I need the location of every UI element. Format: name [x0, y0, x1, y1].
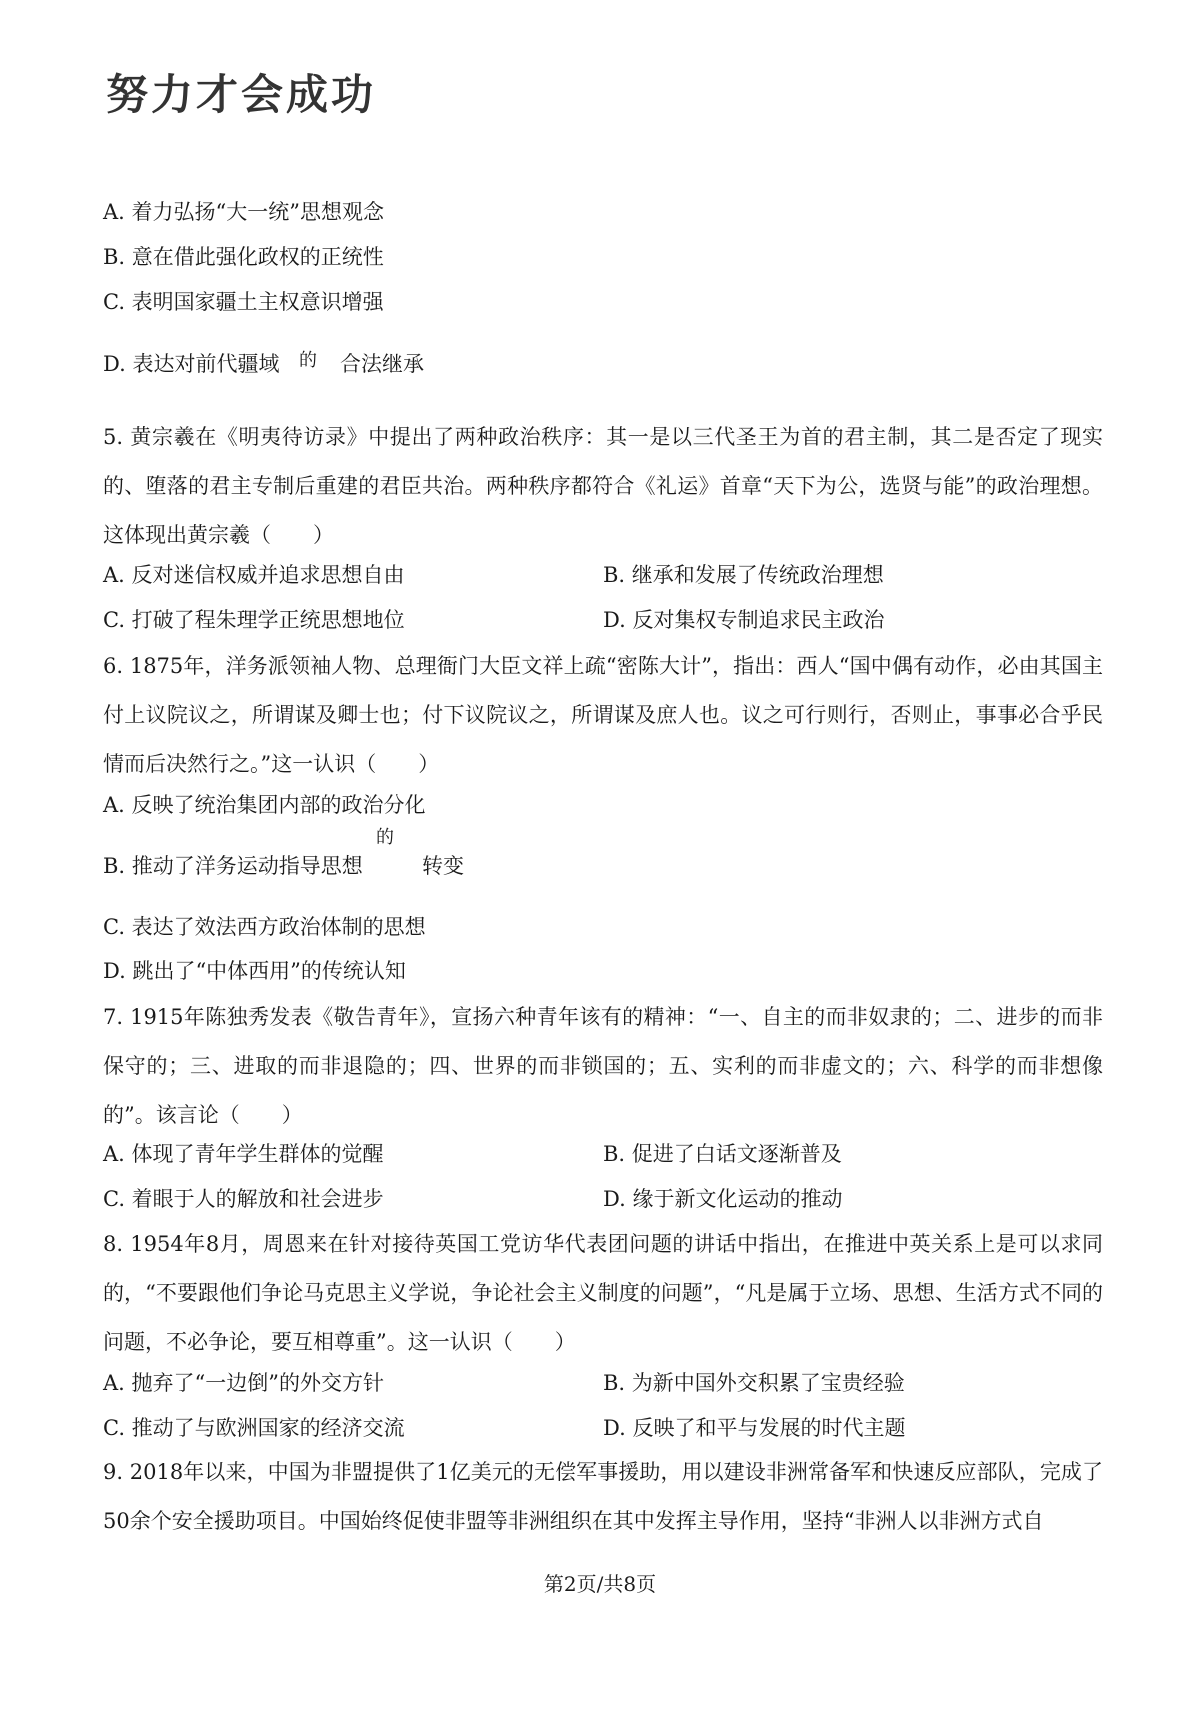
q4-option-d-prefix: D. 表达对前代疆域 [103, 352, 280, 376]
q8-option-d: D. 反映了和平与发展的时代主题 [603, 1416, 906, 1440]
q6-option-a: A. 反映了统治集团内部的政治分化 [103, 793, 426, 817]
q6-option-c: C. 表达了效法西方政治体制的思想 [103, 915, 426, 939]
q5-option-c: C. 打破了程朱理学正统思想地位 [103, 608, 405, 632]
q5-option-b: B. 继承和发展了传统政治理想 [603, 563, 884, 587]
q4-option-a: A. 着力弘扬“大一统”思想观念 [103, 200, 384, 224]
q8-option-b: B. 为新中国外交积累了宝贵经验 [603, 1371, 905, 1395]
q6-option-b-suffix: 转变 [422, 854, 464, 878]
q4-option-b: B. 意在借此强化政权的正统性 [103, 245, 384, 269]
q7-option-a: A. 体现了青年学生群体的觉醒 [103, 1142, 384, 1166]
q8-option-a: A. 抛弃了“一边倒”的外交方针 [103, 1371, 384, 1395]
q6-option-b-mark: 的 [376, 827, 394, 848]
q4-option-c: C. 表明国家疆土主权意识增强 [103, 290, 384, 314]
q7-option-b: B. 促进了白话文逐渐普及 [603, 1142, 842, 1166]
q7-option-c: C. 着眼于人的解放和社会进步 [103, 1187, 384, 1211]
q5-stem: 5. 黄宗羲在《明夷待访录》中提出了两种政治秩序：其一是以三代圣王为首的君主制，其二是否定了现实的、堕落的君主专制后重建的君臣共治。两种秩序都符合《礼运》首章“天下为公，选贤与能”的政治理想。这体现出黄宗羲（ ） [103, 425, 1103, 547]
q6-option-b-prefix: B. 推动了洋务运动指导思想 [103, 854, 363, 878]
q8-option-c: C. 推动了与欧洲国家的经济交流 [103, 1416, 405, 1440]
q4-option-d-suffix: 合法继承 [340, 352, 424, 376]
q6-stem: 6. 1875年，洋务派领袖人物、总理衙门大臣文祥上疏“密陈大计”，指出：西人“国中偶有动作，必由其国主付上议院议之，所谓谋及卿士也；付下议院议之，所谓谋及庶人也。议之可行则行，否则止，事事必合乎民情而后决然行之。”这一认识（ ） [103, 654, 1103, 776]
page-header-title: 努力才会成功 [106, 70, 377, 119]
q6-option-d: D. 跳出了“中体西用”的传统认知 [103, 959, 406, 983]
q9-stem: 9. 2018年以来，中国为非盟提供了1亿美元的无偿军事援助，用以建设非洲常备军和快速反应部队，完成了50余个安全援助项目。中国始终促使非盟等非洲组织在其中发挥主导作用，坚持“非洲人以非洲方式自 [103, 1460, 1103, 1533]
q5-option-a: A. 反对迷信权威并追求思想自由 [103, 563, 405, 587]
q7-stem: 7. 1915年陈独秀发表《敬告青年》，宣扬六种青年该有的精神：“一、自主的而非奴隶的；二、进步的而非保守的；三、进取的而非退隐的；四、世界的而非锁国的；五、实利的而非虚文的；六、科学的而非想像的”。该言论（ ） [103, 1005, 1103, 1127]
page-footer: 第2页/共8页 [543, 1572, 657, 1596]
q7-option-d: D. 缘于新文化运动的推动 [603, 1187, 843, 1211]
q4-option-d-mark: 的 [299, 350, 317, 371]
q5-option-d: D. 反对集权专制追求民主政治 [603, 608, 885, 632]
q8-stem: 8. 1954年8月，周恩来在针对接待英国工党访华代表团问题的讲话中指出，在推进中英关系上是可以求同的，“不要跟他们争论马克思主义学说，争论社会主义制度的问题”，“凡是属于立场、思想、生活方式不同的问题，不必争论，要互相尊重”。这一认识（ ） [103, 1232, 1103, 1354]
